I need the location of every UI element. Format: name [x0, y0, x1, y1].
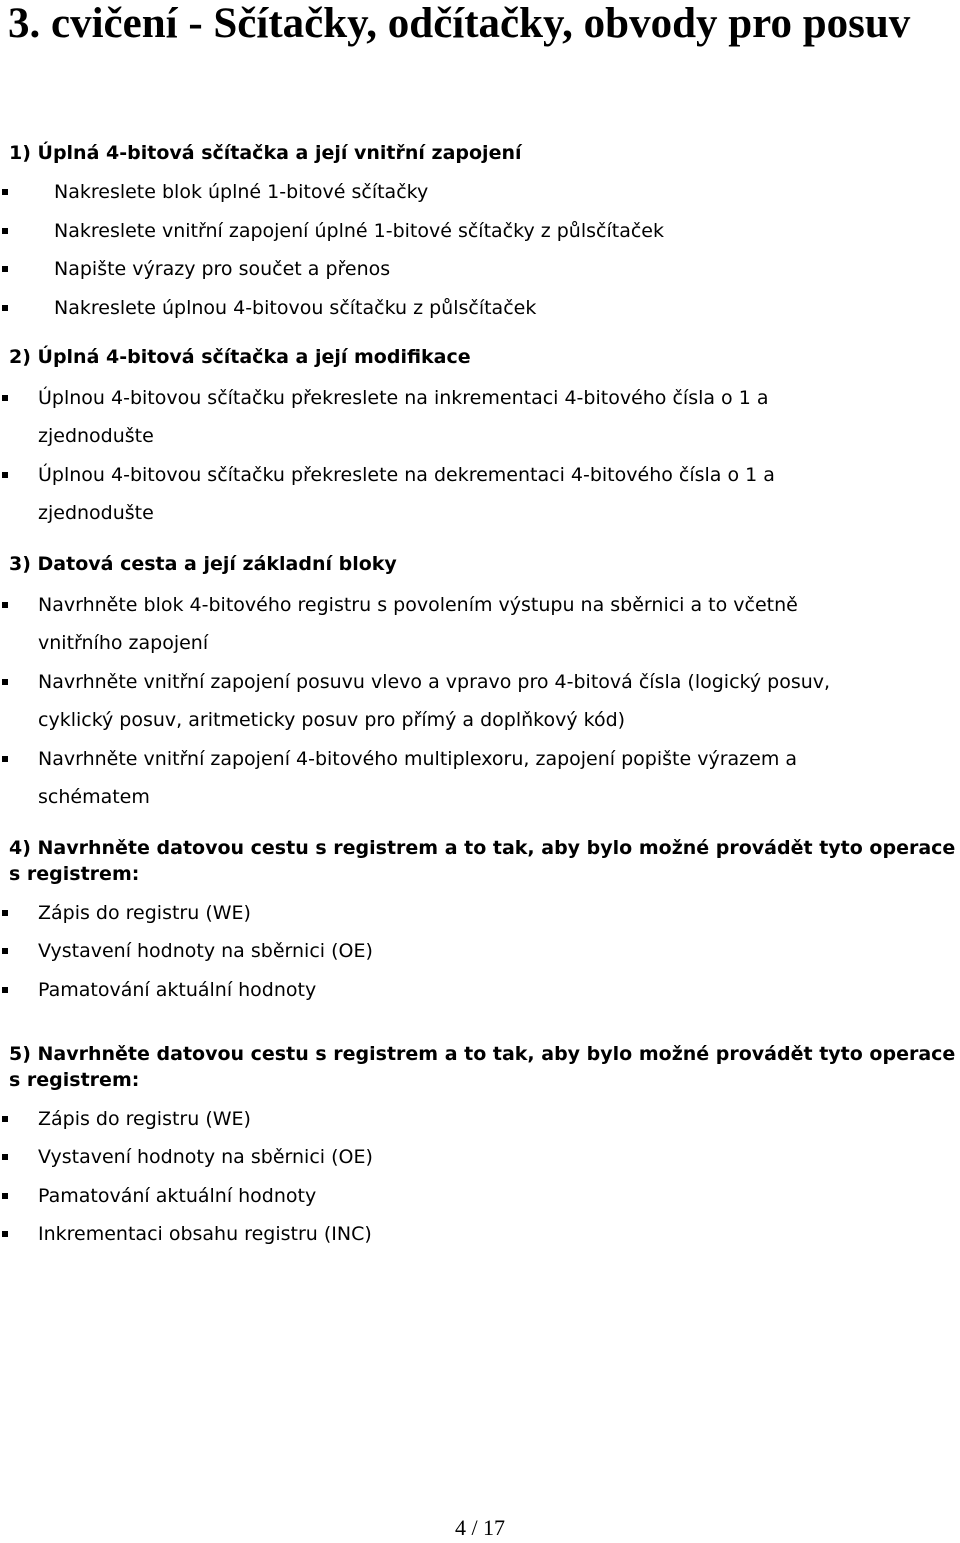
bullet-icon — [2, 679, 8, 685]
list-item: Pamatování aktuální hodnoty — [38, 979, 317, 1001]
page-number: 4 / 17 — [454, 1515, 506, 1540]
section-1-heading: 1) Úplná 4-bitová sčítačka a její vnitřní zapojení — [9, 142, 522, 164]
bullet-icon — [2, 266, 8, 272]
list-item: Zápis do registru (WE) — [38, 1108, 251, 1130]
list-item: Vystavení hodnoty na sběrnici (OE) — [38, 940, 373, 962]
list-item: Napište výrazy pro součet a přenos — [54, 258, 391, 280]
section-3-heading: 3) Datová cesta a její základní bloky — [9, 553, 397, 575]
bullet-icon — [2, 395, 8, 401]
list-item: Zápis do registru (WE) — [38, 902, 251, 924]
list-item-continuation: zjednodušte — [38, 502, 154, 524]
bullet-icon — [2, 910, 8, 916]
list-item-continuation: zjednodušte — [38, 425, 154, 447]
bullet-icon — [2, 1154, 8, 1160]
list-item: Úplnou 4-bitovou sčítačku překreslete na dekrementaci 4-bitového čísla o 1 a — [38, 464, 775, 486]
bullet-icon — [2, 305, 8, 311]
list-item: Pamatování aktuální hodnoty — [38, 1185, 317, 1207]
bullet-icon — [2, 602, 8, 608]
bullet-icon — [2, 1116, 8, 1122]
list-item: Inkrementaci obsahu registru (INC) — [38, 1223, 372, 1245]
list-item: Nakreslete blok úplné 1-bitové sčítačky — [54, 181, 429, 203]
bullet-icon — [2, 948, 8, 954]
list-item: Úplnou 4-bitovou sčítačku překreslete na inkrementaci 4-bitového čísla o 1 a — [38, 387, 769, 409]
bullet-icon — [2, 756, 8, 762]
list-item-continuation: cyklický posuv, aritmeticky posuv pro přímý a doplňkový kód) — [38, 709, 626, 731]
list-item-continuation: schématem — [38, 786, 150, 808]
list-item: Nakreslete úplnou 4-bitovou sčítačku z půlsčítaček — [54, 297, 537, 319]
list-item: Navrhněte vnitřní zapojení 4-bitového multiplexoru, zapojení popište výrazem a — [38, 748, 798, 770]
bullet-icon — [2, 1193, 8, 1199]
page-title: 3. cvičení - Sčítačky, odčítačky, obvody pro posuv — [8, 0, 911, 47]
list-item: Navrhněte blok 4-bitového registru s povolením výstupu na sběrnici a to včetně — [38, 594, 798, 616]
list-item: Vystavení hodnoty na sběrnici (OE) — [38, 1146, 373, 1168]
bullet-icon — [2, 189, 8, 195]
section-2-heading: 2) Úplná 4-bitová sčítačka a její modifikace — [9, 346, 471, 368]
bullet-icon — [2, 472, 8, 478]
list-item: Navrhněte vnitřní zapojení posuvu vlevo a vpravo pro 4-bitová čísla (logický posuv, — [38, 671, 831, 693]
section-4-heading: 4) Navrhněte datovou cestu s registrem a to tak, aby bylo možné provádět tyto operace s registrem: — [9, 837, 956, 885]
bullet-icon — [2, 987, 8, 993]
bullet-icon — [2, 228, 8, 234]
list-item-continuation: vnitřního zapojení — [38, 632, 209, 654]
section-5-heading: 5) Navrhněte datovou cestu s registrem a to tak, aby bylo možné provádět tyto operace s registrem: — [9, 1043, 956, 1091]
list-item: Nakreslete vnitřní zapojení úplné 1-bitové sčítačky z půlsčítaček — [54, 220, 664, 242]
bullet-icon — [2, 1231, 8, 1237]
